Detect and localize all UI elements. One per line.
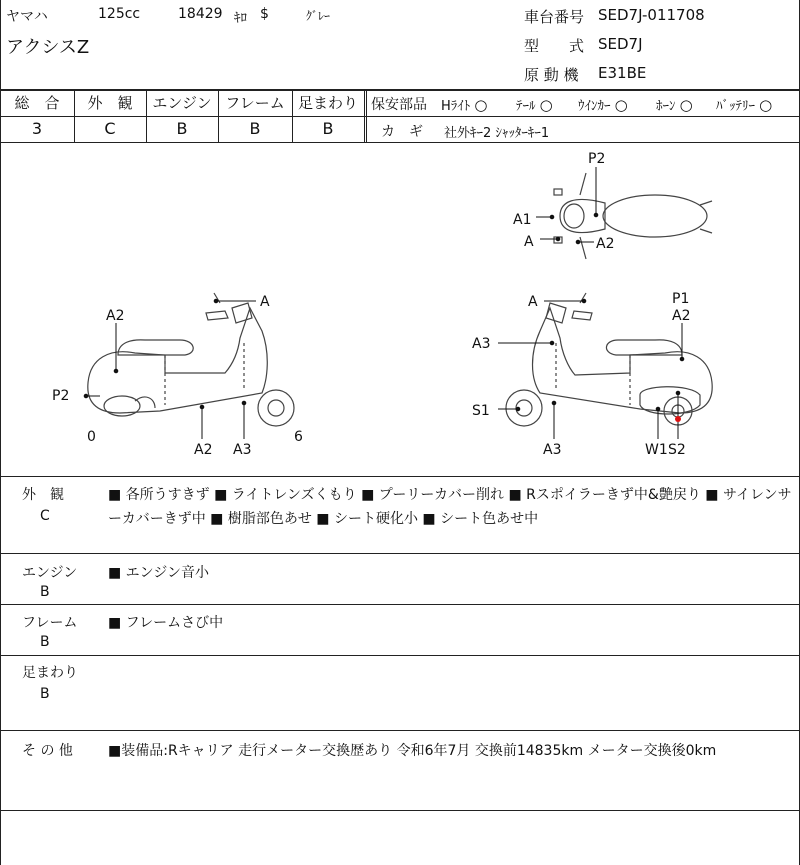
right-label-a: A (528, 294, 538, 310)
right-label-w1: W1 (645, 442, 668, 458)
left-label-a2-bottom: A2 (194, 442, 213, 458)
divider (364, 90, 365, 142)
top-label-a: A (524, 234, 534, 250)
grade-value-frame: B (249, 119, 261, 138)
remark-text-other: ■装備品:Rキャリア 走行メーター交換歴あり 令和6年7月 交換前14835km メーター交換後0km (108, 743, 717, 759)
remark-label-exterior: 外 観 (22, 487, 64, 503)
grade-label-exterior: 外 観 (87, 94, 133, 112)
remark-text-exterior-1: ■ 各所うすきず ■ ライトレンズくもり ■ プーリーカバー削れ ■ Rスポイラーきず中&艶戻り ■ サイレンサ (108, 487, 792, 503)
right-label-s2: S2 (668, 442, 686, 458)
grade-value-engine: B (176, 119, 188, 138)
remark-text-engine: ■ エンジン音小 (108, 565, 209, 581)
grade-value-overall: 3 (31, 119, 43, 138)
divider (366, 116, 800, 117)
right-label-a3-top: A3 (472, 336, 491, 352)
top-view-scooter (554, 173, 712, 259)
safety-part-tail: ﾃｰﾙ ○ (516, 96, 553, 114)
divider (0, 810, 800, 811)
top-label-a2: A2 (596, 236, 615, 252)
grade-label-engine: エンジン (152, 94, 212, 112)
remark-grade-exterior: C (40, 508, 50, 524)
remark-label-suspension: 足まわり (22, 665, 78, 681)
remark-text-frame: ■ フレームさび中 (108, 615, 224, 631)
left-label-a2-top: A2 (106, 308, 125, 324)
remark-text-exterior-2: ーカバーきず中 ■ 樹脂部色あせ ■ シート硬化小 ■ シート色あせ中 (108, 511, 539, 527)
left-label-a: A (260, 294, 270, 310)
key-label: カ ギ (381, 124, 423, 140)
safety-part-winker: ｳｲﾝｶｰ ○ (578, 96, 628, 114)
top-label-p2: P2 (588, 151, 606, 167)
divider (0, 476, 800, 477)
safety-part-battery: ﾊﾞｯﾃﾘｰ ○ (716, 96, 773, 114)
right-label-p1: P1 (672, 291, 690, 307)
remark-grade-suspension: B (40, 686, 50, 702)
grade-value-exterior: C (104, 119, 116, 138)
safety-part-headlight: Hﾗｲﾄ ○ (441, 96, 488, 114)
left-label-a3-bottom: A3 (233, 442, 252, 458)
right-label-a3-bottom: A3 (543, 442, 562, 458)
remark-grade-frame: B (40, 634, 50, 650)
scale-end: 6 (294, 429, 303, 445)
mileage-unit: ｷﾛ (234, 11, 247, 26)
top-label-a1: A1 (513, 212, 532, 228)
right-label-a2: A2 (672, 308, 691, 324)
divider (0, 730, 800, 731)
color: ｸﾞﾚｰ (306, 9, 331, 23)
key-value: 社外ｷｰ2 ｼｬｯﾀｰｷｰ1 (444, 126, 550, 141)
divider (0, 553, 800, 554)
damage-highlight-marker (675, 416, 681, 422)
maker: ヤマハ (6, 9, 48, 25)
safety-parts-label: 保安部品 (371, 97, 427, 113)
damage-diagram (0, 143, 800, 476)
frame-number: SED7J-011708 (598, 6, 705, 24)
currency-mark: $ (260, 6, 269, 22)
grade-label-overall: 総 合 (14, 94, 60, 112)
right-label-s1: S1 (472, 403, 490, 419)
remark-label-other: そ の 他 (22, 743, 73, 759)
left-label-p2: P2 (52, 388, 70, 404)
safety-part-horn: ﾎｰﾝ ○ (656, 96, 693, 114)
divider (0, 604, 800, 605)
grade-label-frame: フレーム (225, 94, 285, 112)
engine-code: E31BE (598, 64, 647, 82)
divider (0, 90, 800, 91)
divider (0, 655, 800, 656)
mileage: 18429 (178, 6, 223, 22)
grade-value-suspension: B (322, 119, 334, 138)
model-code: SED7J (598, 35, 643, 53)
model-name: アクシスZ (6, 37, 90, 58)
grade-label-suspension: 足まわり (297, 94, 358, 112)
model-code-label: 型 式 (524, 37, 585, 55)
divider (0, 116, 366, 117)
remark-grade-engine: B (40, 584, 50, 600)
divider (366, 90, 367, 142)
frame-number-label: 車台番号 (524, 8, 585, 26)
engine-label: 原 動 機 (524, 66, 579, 84)
scale-start: 0 (87, 429, 96, 445)
remark-label-engine: エンジン (22, 565, 78, 581)
right-view-markers (498, 299, 684, 439)
displacement: 125cc (98, 6, 141, 22)
remark-label-frame: フレーム (22, 615, 78, 631)
